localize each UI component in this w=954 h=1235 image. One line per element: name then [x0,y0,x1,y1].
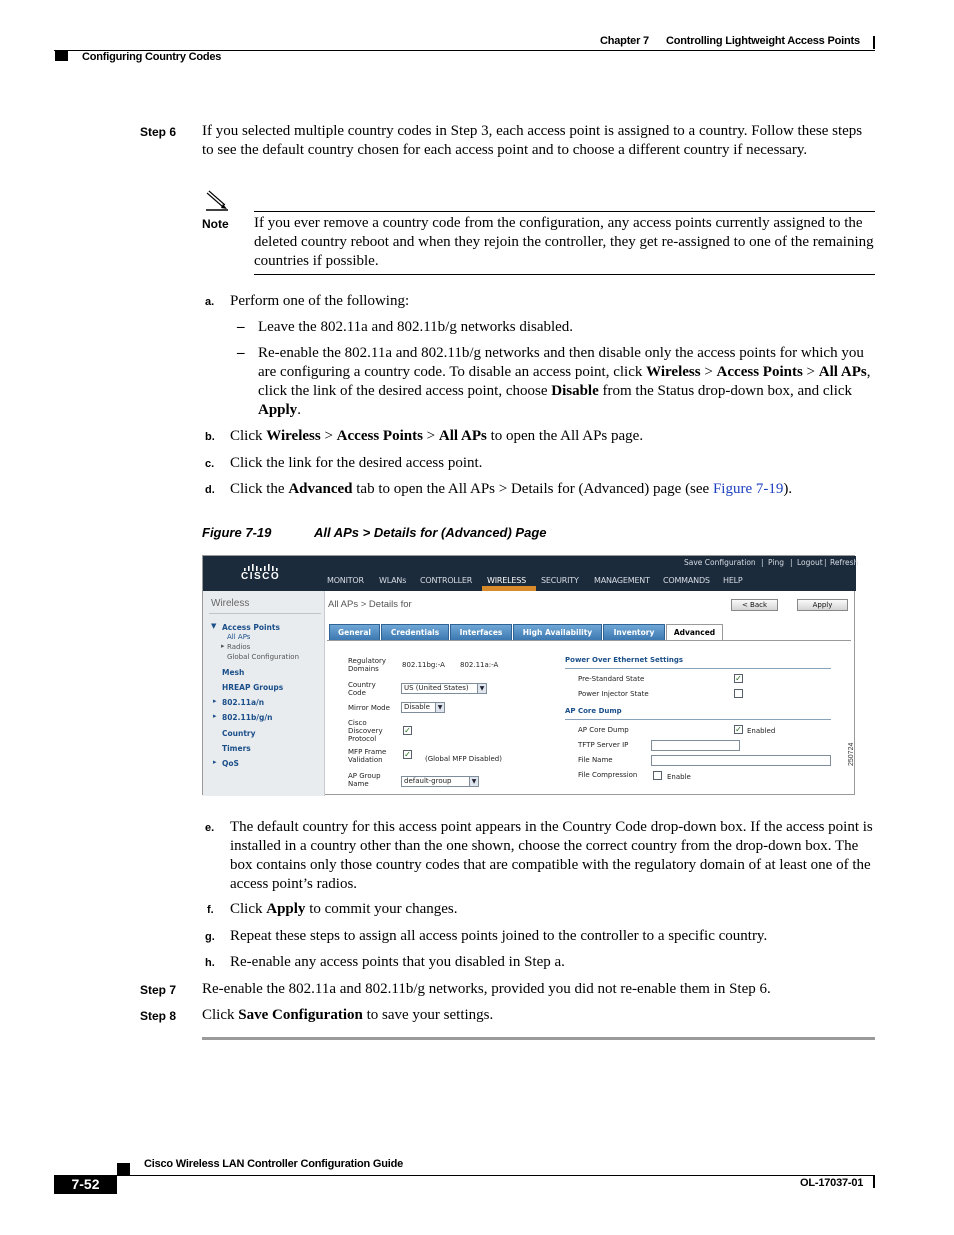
step8-label: Step 8 [140,1009,177,1023]
core-dump-enabled-label: Enabled [747,727,776,735]
file-compression-label: File Compression [578,771,638,779]
file-name-label: File Name [578,756,613,764]
pre-standard-label: Pre-Standard State [578,675,645,683]
cisco-logo: CISCO [241,571,281,582]
step8-text: Click Save Configuration to save your settings. [202,1007,494,1023]
mirror-mode-label: Mirror Mode [348,704,390,712]
note-top-rule [254,211,875,212]
substep-d-label: d. [205,484,215,496]
mfp-checkbox[interactable]: ✓ [404,750,411,759]
save-configuration-link[interactable]: Save Configuration [684,558,756,567]
substep-e-label: e. [205,822,215,834]
tftp-server-input[interactable] [651,740,740,751]
bullet-dash: – [237,345,245,361]
regulatory-domain-a: 802.11a:-A [460,661,499,669]
footer-left-bar [117,1163,130,1175]
chevron-down-icon: ▼ [477,684,486,693]
header-chapter: Chapter 7 [600,35,649,47]
sidebar-item-access-points[interactable]: Access Points [222,623,280,632]
ap-group-label: AP Group Name [348,772,381,788]
menu-security[interactable]: SECURITY [541,576,579,585]
bullet-dash: – [237,319,245,335]
note-text: If you ever remove a country code from the configuration, any access points currently assigned to the deleted country reboot and when they rejoin the controller, they get re-assigned to one of the remaining countries if possible. [254,215,874,269]
sidebar-title: Wireless [211,598,250,609]
menu-monitor[interactable]: MONITOR [327,576,364,585]
figure-link[interactable]: Figure 7-19 [712,481,784,497]
menu-wlans[interactable]: WLANs [379,576,407,585]
expand-right-icon[interactable]: ▸ [213,758,217,766]
cdp-label: Cisco Discovery Protocol [348,719,383,743]
poe-section-title: Power Over Ethernet Settings [565,656,684,664]
substep-a-bullet2: Re-enable the 802.11a and 802.11b/g networks and then disable only the access points for which you are configuring a country code. To disable an access point, click Wireless > Access Points > All APs, click the link of the desired access point, choose Disable from the Status drop-down box, and click Apply. [258,345,871,418]
header-square [55,51,68,61]
note-label: Note [202,217,229,231]
menu-wireless[interactable]: WIRELESS [487,576,526,585]
substep-a-bullet1: Leave the 802.11a and 802.11b/g networks disabled. [258,319,574,335]
note-bottom-rule [254,274,875,275]
tftp-server-label: TFTP Server IP [578,741,629,749]
step7-text: Re-enable the 802.11a and 802.11b/g networks, provided you did not re-enable them in Step 6. [202,981,771,997]
regulatory-domains-label: Regulatory Domains [348,657,387,673]
sidebar-item-all-aps[interactable]: All APs [227,633,251,641]
chevron-down-icon: ▼ [469,777,478,786]
logout-link[interactable]: Logout [797,558,823,567]
tab-general[interactable]: General [329,624,380,640]
regulatory-domain-bg: 802.11bg:-A [402,661,445,669]
substep-h-label: h. [205,957,215,969]
substep-d-text: Click the Advanced tab to open the All APs > Details for (Advanced) page (see Figure 7-19). [230,481,793,497]
header-right-bar [873,36,875,49]
sidebar-item-mesh[interactable]: Mesh [222,668,245,677]
substep-g-label: g. [205,931,215,943]
core-dump-checkbox[interactable]: ✓ [735,725,742,734]
menu-commands[interactable]: COMMANDS [663,576,710,585]
tab-high-availability[interactable]: High Availability [513,624,602,640]
sidebar-title-rule [209,613,321,614]
link-separator: | [824,558,827,567]
figure-screenshot [202,555,859,795]
cdp-checkbox[interactable]: ✓ [404,726,411,735]
top-navbar [203,556,859,591]
menu-management[interactable]: MANAGEMENT [594,576,650,585]
file-name-input[interactable] [651,755,831,766]
substep-f-label: f. [207,904,214,916]
footer-doc-id: OL-17037-01 [800,1177,864,1189]
core-dump-section-rule [565,719,831,720]
core-dump-label: AP Core Dump [578,726,629,734]
file-compression-checkbox[interactable] [653,771,662,780]
link-separator: | [761,558,764,567]
power-injector-checkbox[interactable] [734,689,743,698]
ping-link[interactable]: Ping [768,558,784,567]
sidebar [203,591,325,796]
menu-help[interactable]: HELP [723,576,743,585]
breadcrumb: All APs > Details for [328,599,412,610]
figure-caption: All APs > Details for (Advanced) Page [314,525,547,540]
tab-credentials[interactable]: Credentials [381,624,449,640]
cisco-logo-bars-icon [243,560,279,570]
chevron-down-icon: ▼ [435,703,444,712]
footer-rule [54,1175,875,1176]
sidebar-item-timers[interactable]: Timers [222,744,251,753]
pre-standard-checkbox[interactable]: ✓ [735,674,742,683]
figure-number: Figure 7-19 [202,525,272,540]
sidebar-item-80211a[interactable]: 802.11a/n [222,698,265,707]
note-pencil-icon [204,188,230,212]
step6-label: Step 6 [140,125,177,139]
footer-page-number: 7-52 [71,1176,100,1192]
expand-right-icon[interactable]: ▸ [213,712,217,720]
substep-a-text: Perform one of the following: [230,293,410,309]
step6-text: If you selected multiple country codes in Step 3, each access point is assigned to a country. Follow these steps to see the default country chosen for each access point and to choose a different country if necessary. [202,123,863,158]
sidebar-item-hreap-groups[interactable]: HREAP Groups [222,683,284,692]
tab-advanced[interactable]: Advanced [666,624,723,641]
tab-interfaces[interactable]: Interfaces [450,624,512,640]
sidebar-item-qos[interactable]: QoS [222,759,239,768]
expand-down-icon[interactable]: ▼ [211,622,217,630]
end-rule [202,1037,875,1040]
footer-guide-title: Cisco Wireless LAN Controller Configuration Guide [144,1158,404,1170]
apply-button[interactable]: Apply [797,599,848,611]
substep-c-text: Click the link for the desired access point. [230,455,483,471]
country-code-label: Country Code [348,681,376,697]
link-separator: | [790,558,793,567]
substep-e-text: The default country for this access point appears in the Country Code drop-down box. If the access point is installed in a country other than the one shown, choose the correct country from the drop-down box. The box contains only those country codes that are compatible with the regulatory domain of at least one of the access point’s radios. [230,819,873,892]
mirror-mode-select[interactable]: Disable ▼ [401,702,445,713]
substep-a-label: a. [205,296,215,308]
substep-b-label: b. [205,431,215,443]
substep-g-text: Repeat these steps to assign all access points joined to the controller to a specific country. [230,928,768,944]
step7-label: Step 7 [140,983,177,997]
expand-right-icon[interactable]: ▸ [221,642,225,650]
substep-f-text: Click Apply to commit your changes. [230,901,458,917]
figure-side-id: 250724 [848,742,855,766]
expand-right-icon[interactable]: ▸ [213,697,217,705]
substep-b-text: Click Wireless > Access Points > All APs to open the All APs page. [230,428,644,444]
sidebar-item-country[interactable]: Country [222,729,256,738]
country-code-select[interactable]: US (United States) ▼ [401,683,487,694]
sidebar-item-80211bg[interactable]: 802.11b/g/n [222,713,273,722]
footer-right-bar [873,1175,875,1188]
mfp-note: (Global MFP Disabled) [425,755,502,763]
header-section: Configuring Country Codes [82,51,222,63]
ap-group-select[interactable]: default-group ▼ [401,776,479,787]
back-button[interactable]: < Back [731,599,778,611]
power-injector-label: Power Injector State [578,690,649,698]
substep-h-text: Re-enable any access points that you disabled in Step a. [230,954,565,970]
tab-inventory[interactable]: Inventory [603,624,665,640]
tab-underline [327,640,851,641]
core-dump-section-title: AP Core Dump [565,707,622,715]
refresh-link[interactable]: Refresh [830,558,859,567]
poe-section-rule [565,668,831,669]
mfp-label: MFP Frame Validation [348,748,387,764]
sidebar-item-global-config[interactable]: Global Configuration [227,653,300,661]
file-compression-enable-label: Enable [667,773,691,781]
menu-controller[interactable]: CONTROLLER [420,576,473,585]
substep-c-label: c. [205,458,215,470]
sidebar-item-radios[interactable]: Radios [227,643,251,651]
header-chapter-title: Controlling Lightweight Access Points [666,35,860,47]
menu-wireless-active-bg [482,586,536,591]
